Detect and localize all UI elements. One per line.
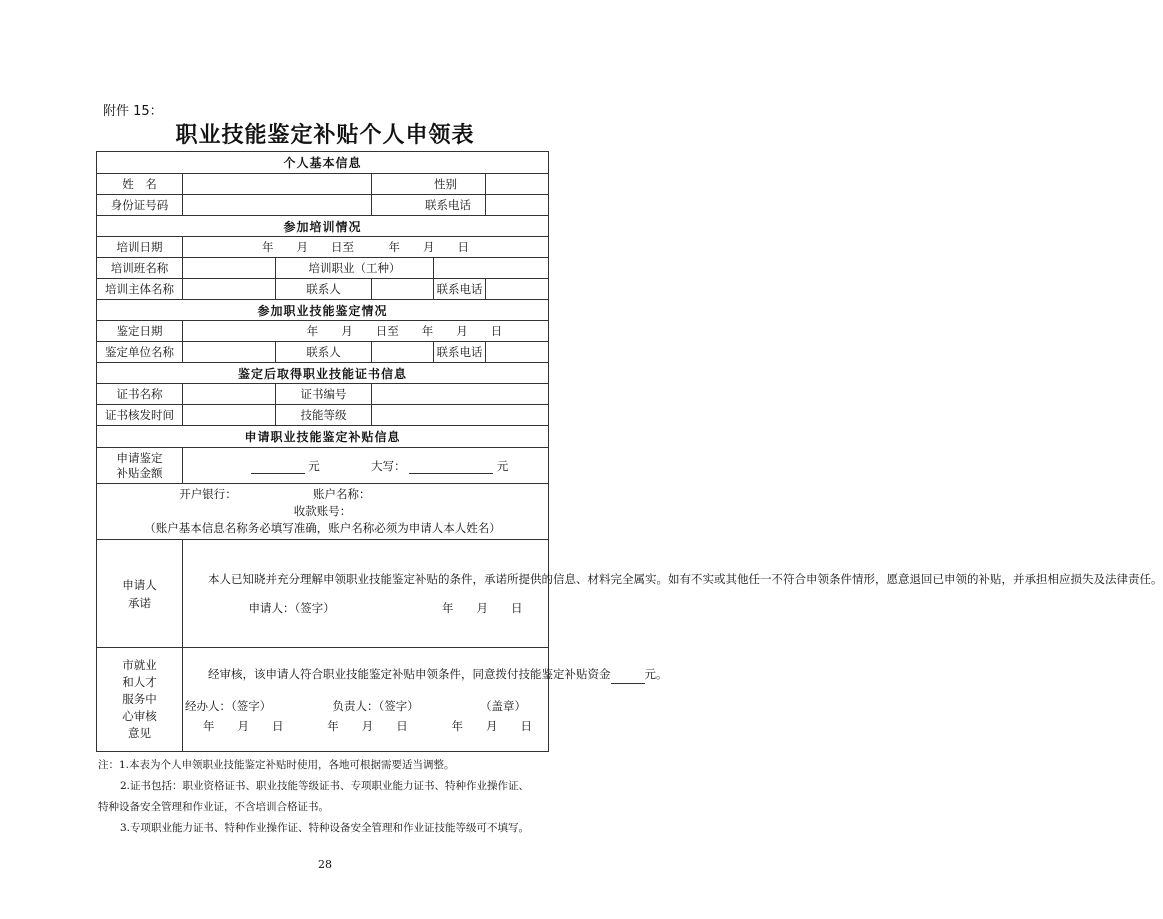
note-2-continued: 特种设备安全管理和作业证，不含培训合格证书。: [98, 801, 329, 813]
review-text-end: 元。: [644, 666, 668, 681]
commitment-label-line2: 承诺: [128, 595, 151, 610]
commitment-text: 本人已知晓并充分理解申领职业技能鉴定补贴的条件，承诺所提供的信息、材料完全属实。如有不实或其他任一不符合申领条件情形，愿意退回已申领的补贴，并承担相应损失及法律责任。: [208, 571, 1163, 586]
gender-field[interactable]: [486, 174, 549, 195]
training-contact-field[interactable]: [372, 279, 434, 300]
skill-level-field[interactable]: [372, 405, 549, 426]
form-notes: [98, 755, 553, 839]
certificate-number-field[interactable]: [372, 384, 549, 405]
training-date-field[interactable]: 年 月 日至 年 月 日: [183, 237, 549, 258]
name-field[interactable]: [183, 174, 372, 195]
subsidy-application-form: [96, 151, 1163, 752]
bank-info: [97, 484, 549, 540]
account-number-label: 收款账号：: [293, 504, 352, 518]
training-org-label: 培训主体名称: [97, 279, 183, 300]
manager-date: 年 月 日: [327, 718, 408, 733]
training-date-label: 培训日期: [97, 237, 183, 258]
review-label: [97, 648, 183, 752]
phone-label: 联系电话: [372, 195, 486, 216]
note-2: 2.证书包括：职业资格证书、职业技能等级证书、专项职业能力证书、特种作业操作证、: [120, 780, 530, 792]
appraisal-date-label: 鉴定日期: [97, 321, 183, 342]
review-text: 经审核，该申请人符合职业技能鉴定补贴申领条件，同意拨付技能鉴定补贴资金: [208, 666, 611, 681]
training-phone-label: 联系电话: [434, 279, 486, 300]
training-class-field[interactable]: [183, 258, 276, 279]
section-certificate: 鉴定后取得职业技能证书信息: [97, 363, 549, 384]
applicant-signature-label: 申请人：（签字）: [248, 600, 335, 615]
section-subsidy: 申请职业技能鉴定补贴信息: [97, 426, 549, 448]
appraisal-date-field[interactable]: 年 月 日至 年 月 日: [183, 321, 549, 342]
capital-amount-blank[interactable]: [409, 473, 493, 474]
training-occupation-label: 培训职业（工种）: [276, 258, 434, 279]
training-phone-field[interactable]: [486, 279, 549, 300]
amount-yuan: 元: [308, 458, 320, 473]
gender-label: 性别: [372, 174, 486, 195]
review-label-line1: 市就业: [122, 658, 157, 672]
section-training: 参加培训情况: [97, 216, 549, 237]
page-number: 28: [318, 858, 332, 871]
amount-blank[interactable]: [251, 473, 305, 474]
appraisal-contact-field[interactable]: [372, 342, 434, 363]
review-label-line3: 服务中: [122, 692, 157, 706]
applicant-signature-date: 年 月 日: [442, 600, 523, 615]
skill-level-label: 技能等级: [276, 405, 372, 426]
certificate-name-field[interactable]: [183, 384, 276, 405]
appraisal-org-label: 鉴定单位名称: [97, 342, 183, 363]
review-label-line2: 和人才: [122, 675, 157, 689]
appraisal-phone-field[interactable]: [486, 342, 549, 363]
subsidy-amount-label: [97, 448, 183, 484]
section-basic-info: 个人基本信息: [97, 152, 549, 174]
appraisal-contact-label: 联系人: [276, 342, 372, 363]
review-amount-blank[interactable]: [611, 669, 645, 684]
capital-amount-label: 大写：: [371, 458, 406, 473]
commitment-label-line1: 申请人: [122, 577, 157, 592]
section-appraisal: 参加职业技能鉴定情况: [97, 300, 549, 321]
review-label-line4: 心审核: [122, 709, 157, 723]
certificate-date-field[interactable]: [183, 405, 276, 426]
manager-signature-label: 负责人：（签字）: [332, 698, 419, 713]
id-number-label: 身份证号码: [97, 195, 183, 216]
account-note: （账户基本信息名称务必填写准确，账户名称必须为申请人本人姓名）: [144, 521, 501, 535]
bank-label: 开户银行：: [179, 487, 237, 501]
phone-field[interactable]: [486, 195, 549, 216]
certificate-number-label: 证书编号: [276, 384, 372, 405]
note-1: 注：1.本表为个人申领职业技能鉴定补贴时使用，各地可根据需要适当调整。: [98, 759, 455, 771]
training-occupation-field[interactable]: [434, 258, 549, 279]
attachment-label: 附件 15：: [103, 104, 163, 119]
subsidy-amount-label-line1: 申请鉴定: [116, 450, 163, 465]
certificate-date-label: 证书核发时间: [97, 405, 183, 426]
training-org-field[interactable]: [183, 279, 276, 300]
note-3: 3.专项职业能力证书、特种作业操作证、特种设备安全管理和作业证技能等级可不填写。: [120, 822, 530, 834]
review-label-line5: 意见: [128, 726, 151, 740]
commitment-content: [183, 540, 1163, 648]
handler-signature-label: 经办人：（签字）: [185, 698, 272, 713]
name-label: 姓 名: [97, 174, 183, 195]
seal-label: （盖章）: [480, 698, 527, 713]
subsidy-amount-label-line2: 补贴金额: [116, 465, 163, 480]
id-number-field[interactable]: [183, 195, 372, 216]
account-name-label: 账户名称：: [313, 487, 371, 501]
review-content: [183, 648, 668, 752]
handler-date: 年 月 日: [203, 718, 284, 733]
training-class-label: 培训班名称: [97, 258, 183, 279]
training-contact-label: 联系人: [276, 279, 372, 300]
form-title: 职业技能鉴定补贴个人申领表: [175, 122, 475, 148]
subsidy-amount-field: [183, 448, 549, 484]
certificate-name-label: 证书名称: [97, 384, 183, 405]
seal-date: 年 月 日: [451, 718, 533, 733]
capital-amount-yuan: 元: [496, 458, 509, 473]
appraisal-org-field[interactable]: [183, 342, 276, 363]
commitment-label: [97, 540, 183, 648]
appraisal-phone-label: 联系电话: [434, 342, 486, 363]
